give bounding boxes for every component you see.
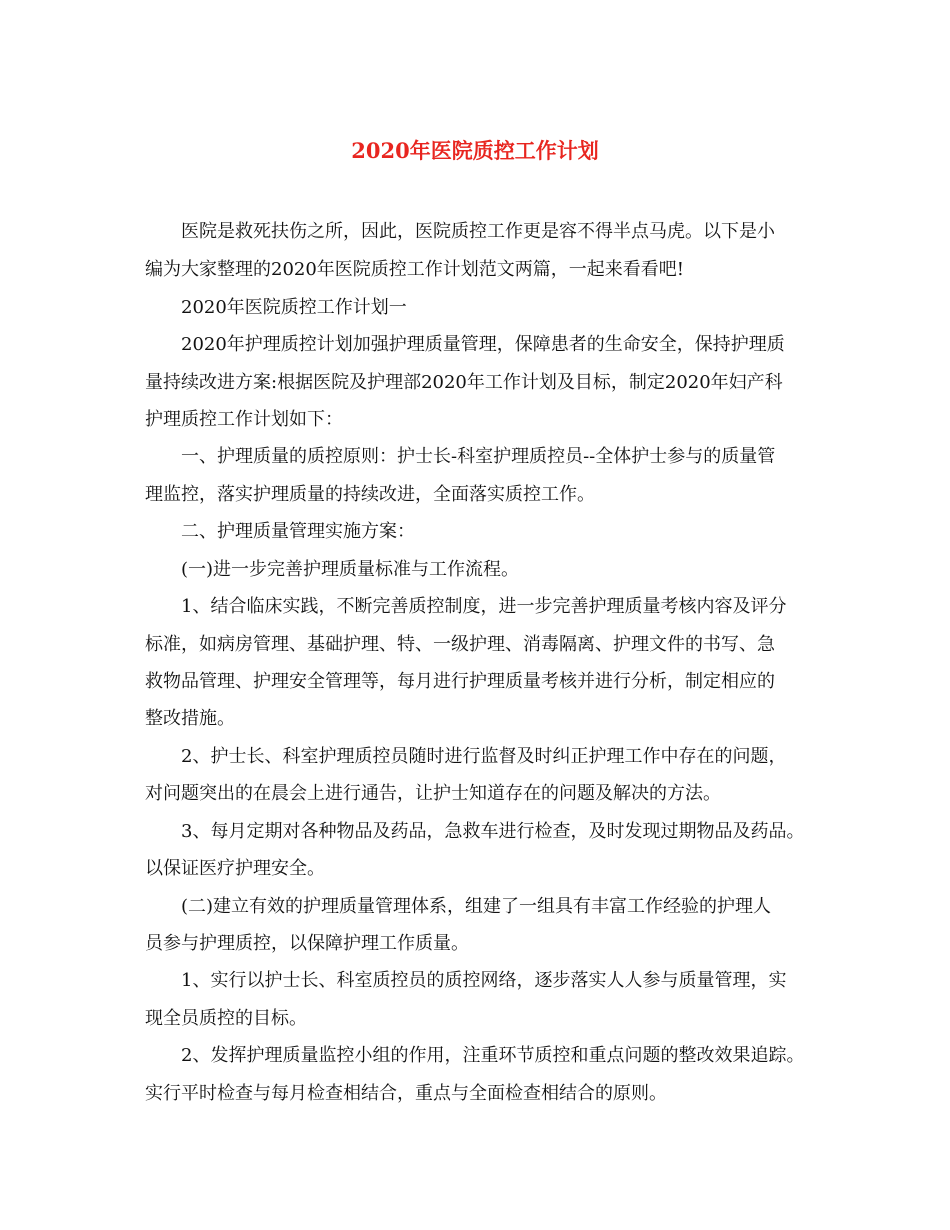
paragraph-line: 一、护理质量的质控原则：护士长-科室护理质控员--全体护士参与的质量管 xyxy=(181,446,776,467)
document-title: 2020年医院质控工作计划 xyxy=(351,138,599,163)
paragraph-line: 3、每月定期对各种物品及药品，急救车进行检查，及时发现过期物品及药品。 xyxy=(181,821,805,842)
paragraph-line: 实行平时检查与每月检查相结合，重点与全面检查相结合的原则。 xyxy=(145,1083,667,1104)
paragraph-line: 医院是救死扶伤之所，因此，医院质控工作更是容不得半点马虎。以下是小 xyxy=(181,221,775,242)
section-heading: 2020年医院质控工作计划一 xyxy=(181,297,407,318)
paragraph-line: 标准，如病房管理、基础护理、特、一级护理、消毒隔离、护理文件的书写、急 xyxy=(145,634,775,655)
paragraph-line: 2020年护理质控计划加强护理质量管理，保障患者的生命安全，保持护理质 xyxy=(181,334,785,355)
paragraph-line: 现全员质控的目标。 xyxy=(145,1008,307,1029)
paragraph-line: 护理质控工作计划如下： xyxy=(145,409,343,430)
paragraph-line: 员参与护理质控，以保障护理工作质量。 xyxy=(145,933,469,954)
paragraph-line: 2、护士长、科室护理质控员随时进行监督及时纠正护理工作中存在的问题， xyxy=(181,746,787,767)
paragraph-line: 2、发挥护理质量监控小组的作用，注重环节质控和重点问题的整改效果追踪。 xyxy=(181,1045,805,1066)
paragraph-line: 1、实行以护士长、科室质控员的质控网络，逐步落实人人参与质量管理，实 xyxy=(181,970,787,991)
paragraph-line: (二)建立有效的护理质量管理体系，组建了一组具有丰富工作经验的护理人 xyxy=(181,896,772,917)
paragraph-line: 量持续改进方案:根据医院及护理部2020年工作计划及目标，制定2020年妇产科 xyxy=(145,372,783,393)
paragraph-line: 整改措施。 xyxy=(145,708,235,729)
paragraph-line: 救物品管理、护理安全管理等，每月进行护理质量考核并进行分析，制定相应的 xyxy=(145,671,775,692)
paragraph-line: (一)进一步完善护理质量标准与工作流程。 xyxy=(181,559,520,580)
paragraph-line: 理监控，落实护理质量的持续改进，全面落实质控工作。 xyxy=(145,484,595,505)
paragraph-line: 对问题突出的在晨会上进行通告，让护士知道存在的问题及解决的方法。 xyxy=(145,783,721,804)
paragraph-line: 编为大家整理的2020年医院质控工作计划范文两篇，一起来看看吧! xyxy=(145,259,685,280)
paragraph-line: 以保证医疗护理安全。 xyxy=(145,858,325,879)
paragraph-line: 二、护理质量管理实施方案： xyxy=(181,521,415,542)
paragraph-line: 1、结合临床实践，不断完善质控制度，进一步完善护理质量考核内容及评分 xyxy=(181,596,787,617)
